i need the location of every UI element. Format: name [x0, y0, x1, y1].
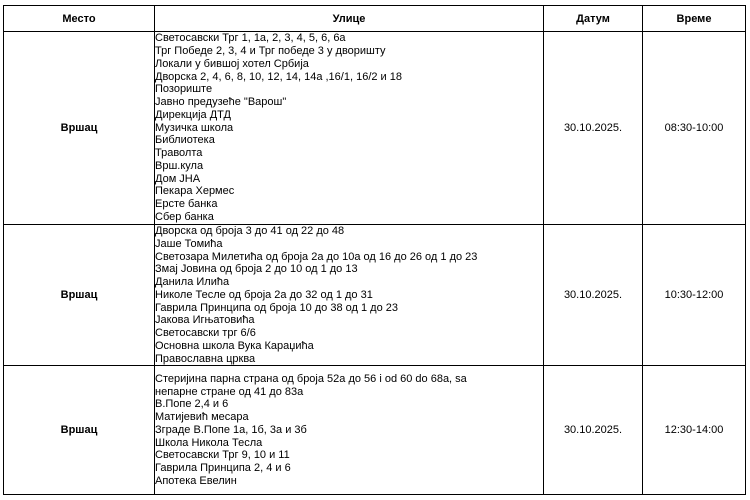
street-line: непарне стране од 41 до 83а	[155, 385, 304, 398]
street-line: Змај Јовина од броја 2 до 10 од 1 до 13	[155, 263, 358, 276]
date-cell: 30.10.2025.	[544, 366, 643, 495]
time-cell: 12:30-14:00	[643, 366, 746, 495]
header-date: Датум	[544, 6, 643, 32]
street-line: Јавно предузеће "Варош"	[155, 96, 287, 109]
street-line: Матијевић месара	[155, 411, 249, 424]
street-line: Позориште	[155, 83, 213, 96]
street-line: Дворска од броја 3 до 41 од 22 до 48	[155, 225, 345, 237]
table-row	[4, 32, 746, 225]
street-line: Светосавски трг 6/6	[155, 327, 256, 339]
street-line: Гаврила Принципа од броја 10 до 38 од 1 до 23	[155, 301, 399, 314]
street-line: Трг Победе 2, 3, 4 и Трг победе 3 у дворишту	[155, 45, 386, 58]
street-line: Основна школа Вука Караџића	[155, 339, 314, 352]
street-line: Врш.кула	[155, 159, 204, 172]
street-line: Школа Никола Тесла	[155, 436, 263, 449]
table-row	[4, 225, 746, 366]
date-cell: 30.10.2025.	[544, 225, 643, 366]
header-place: Место	[4, 6, 155, 32]
street-line: Библиотека	[155, 134, 215, 147]
streets-cell	[155, 32, 544, 225]
street-line: Апотека Евелин	[155, 474, 237, 487]
street-line: В.Попе 2,4 и 6	[155, 398, 229, 411]
table-row	[4, 366, 746, 495]
date-cell: 30.10.2025.	[544, 32, 643, 225]
street-line: Николе Тесле од броја 2а до 32 од 1 до 31	[155, 288, 373, 301]
street-line: Светосавски Трг 9, 10 и 11	[155, 449, 290, 462]
street-line: Сбер банка	[155, 210, 214, 223]
time-cell: 10:30-12:00	[643, 225, 746, 366]
time-cell: 08:30-10:00	[643, 32, 746, 225]
street-line: Дворска 2, 4, 6, 8, 10, 12, 14, 14а ,16/1, 16/2 и 18	[155, 70, 402, 83]
streets-cell	[155, 225, 544, 366]
street-line: Локали у бившој хотел Србија	[155, 57, 309, 70]
street-line: Стеријина парна страна од броја 52а до 56 і od 60 do 68а, sa	[155, 372, 467, 385]
street-line: Гаврила Принципа 2, 4 и 6	[155, 462, 291, 475]
street-line: Ерсте банка	[155, 198, 218, 211]
street-line: Дом ЈНА	[155, 172, 201, 185]
street-line: Јаше Томића	[155, 237, 223, 250]
place-cell: Вршац	[4, 225, 155, 366]
street-line: Траволта	[155, 147, 203, 160]
street-line: Светосавски Трг 1, 1а, 2, 3, 4, 5, 6, 6а	[155, 32, 346, 45]
place-cell: Вршац	[4, 366, 155, 495]
street-line: Зграде В.Попе 1а, 1б, 3а и 3б	[155, 423, 307, 436]
outage-schedule-table	[3, 5, 746, 495]
street-line: Јакова Игњатовића	[155, 314, 255, 327]
streets-cell	[155, 366, 544, 495]
street-line: Пекара Хермес	[155, 185, 235, 198]
place-cell: Вршац	[4, 32, 155, 225]
header-row	[4, 6, 746, 32]
street-line: Данила Илића	[155, 276, 230, 288]
street-line: Музичка школа	[155, 121, 234, 134]
street-line: Православна црква	[155, 352, 256, 365]
street-line: Дирекција ДТД	[155, 108, 231, 121]
header-streets: Улице	[155, 6, 544, 32]
street-line: Светозара Милетића од броја 2а до 10а од 16 до 26 од 1 до 23	[155, 250, 478, 263]
header-time: Време	[643, 6, 746, 32]
